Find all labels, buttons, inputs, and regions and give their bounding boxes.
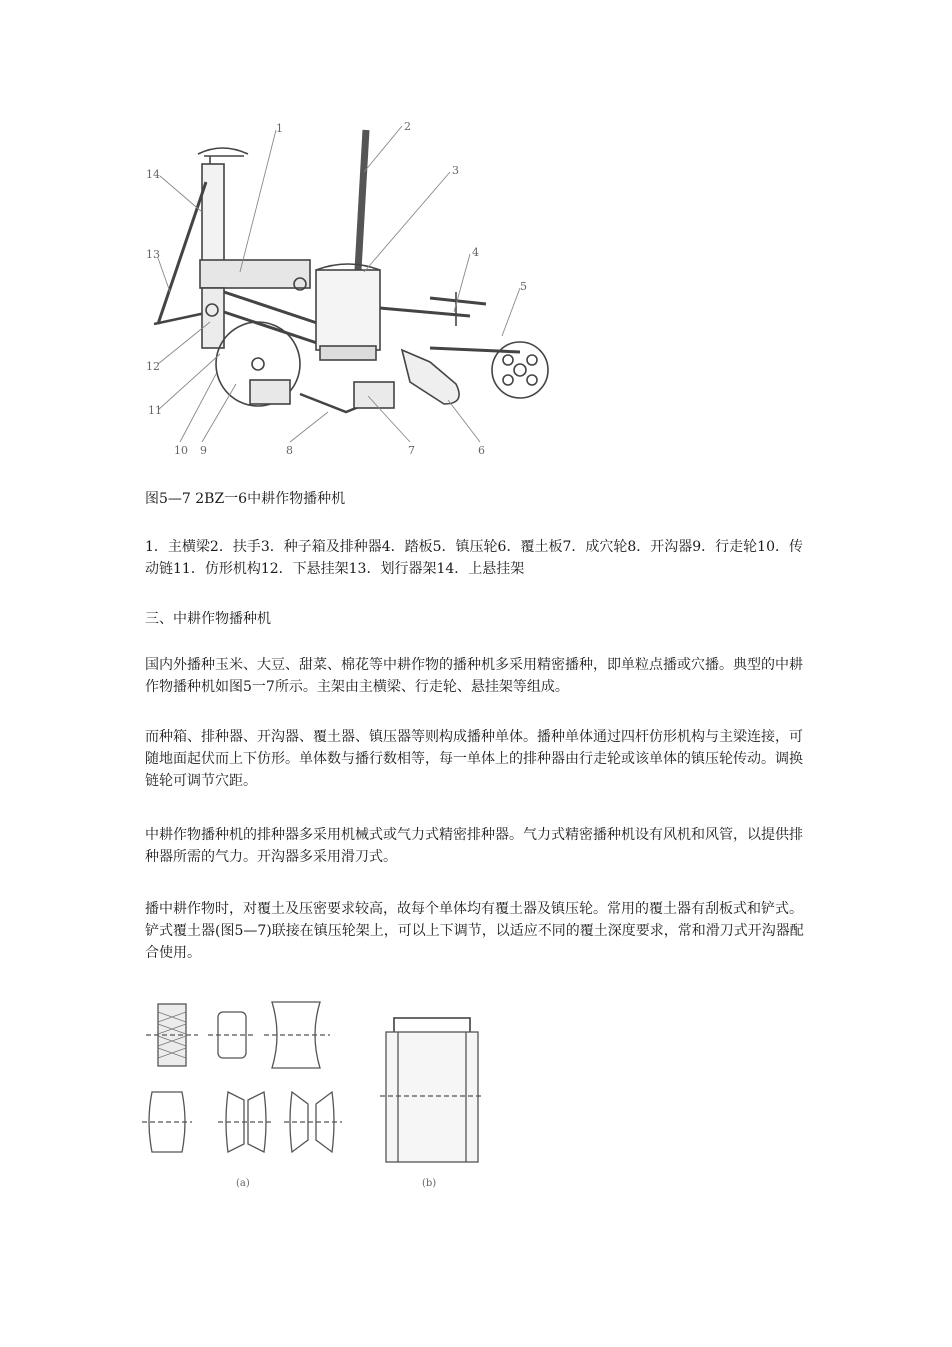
callout-4: 4	[472, 246, 479, 259]
callout-11: 11	[148, 404, 162, 417]
callout-2: 2	[404, 120, 411, 133]
paragraph-2: 而种箱、排种器、开沟器、覆土器、镇压器等则构成播种单体。播种单体通过四杆仿形机构与主梁连接，可随地面起伏而上下仿形。单体数与播行数相等，每一单体上的排种器由行走轮或该单体的镇压轮传动。调换链轮可调节穴距。	[145, 729, 803, 789]
sub-label-a: (a)	[236, 1178, 250, 1189]
callout-5: 5	[520, 280, 527, 293]
callout-13: 13	[146, 248, 160, 261]
sub-label-b: (b)	[422, 1178, 437, 1189]
callout-7: 7	[408, 444, 415, 457]
callout-6: 6	[478, 444, 485, 457]
callout-8: 8	[286, 444, 293, 457]
callout-12: 12	[146, 360, 160, 373]
paragraph-3: 中耕作物播种机的排种器多采用机械式或气力式精密排种器。气力式精密播种机设有风机和风管，以提供排种器所需的气力。开沟器多采用滑刀式。	[145, 827, 803, 865]
callout-9: 9	[200, 444, 207, 457]
callout-3: 3	[452, 164, 459, 177]
section-heading: 三、中耕作物播种机	[145, 611, 271, 627]
figure-legend: 1．主横梁2．扶手3．种子箱及排种器4．踏板5．镇压轮6．覆土板7．成穴轮8．开沟器9．行走轮10．传动链11．仿形机构12．下悬挂架13．划行器架14．上悬挂架	[145, 539, 803, 577]
press-wheel-figure	[140, 992, 500, 1192]
callout-1: 1	[276, 122, 283, 135]
paragraph-4: 播中耕作物时，对覆土及压密要求较高，故每个单体均有覆土器及镇压轮。常用的覆土器有刮板式和铲式。铲式覆土器(图5—7)联接在镇压轮架上，可以上下调节，以适应不同的覆土深度要求，常和滑刀式开沟器配合使用。	[145, 901, 804, 961]
callout-10: 10	[174, 444, 188, 457]
paragraph-1: 国内外播种玉米、大豆、甜菜、棉花等中耕作物的播种机多采用精密播种，即单粒点播或穴播。典型的中耕作物播种机如图5一7所示。主架由主横梁、行走轮、悬挂架等组成。	[145, 657, 803, 695]
seeder-machine-figure	[140, 112, 560, 472]
figure-caption: 图5—7 2BZ一6中耕作物播种机	[145, 491, 346, 507]
callout-14: 14	[146, 168, 160, 181]
